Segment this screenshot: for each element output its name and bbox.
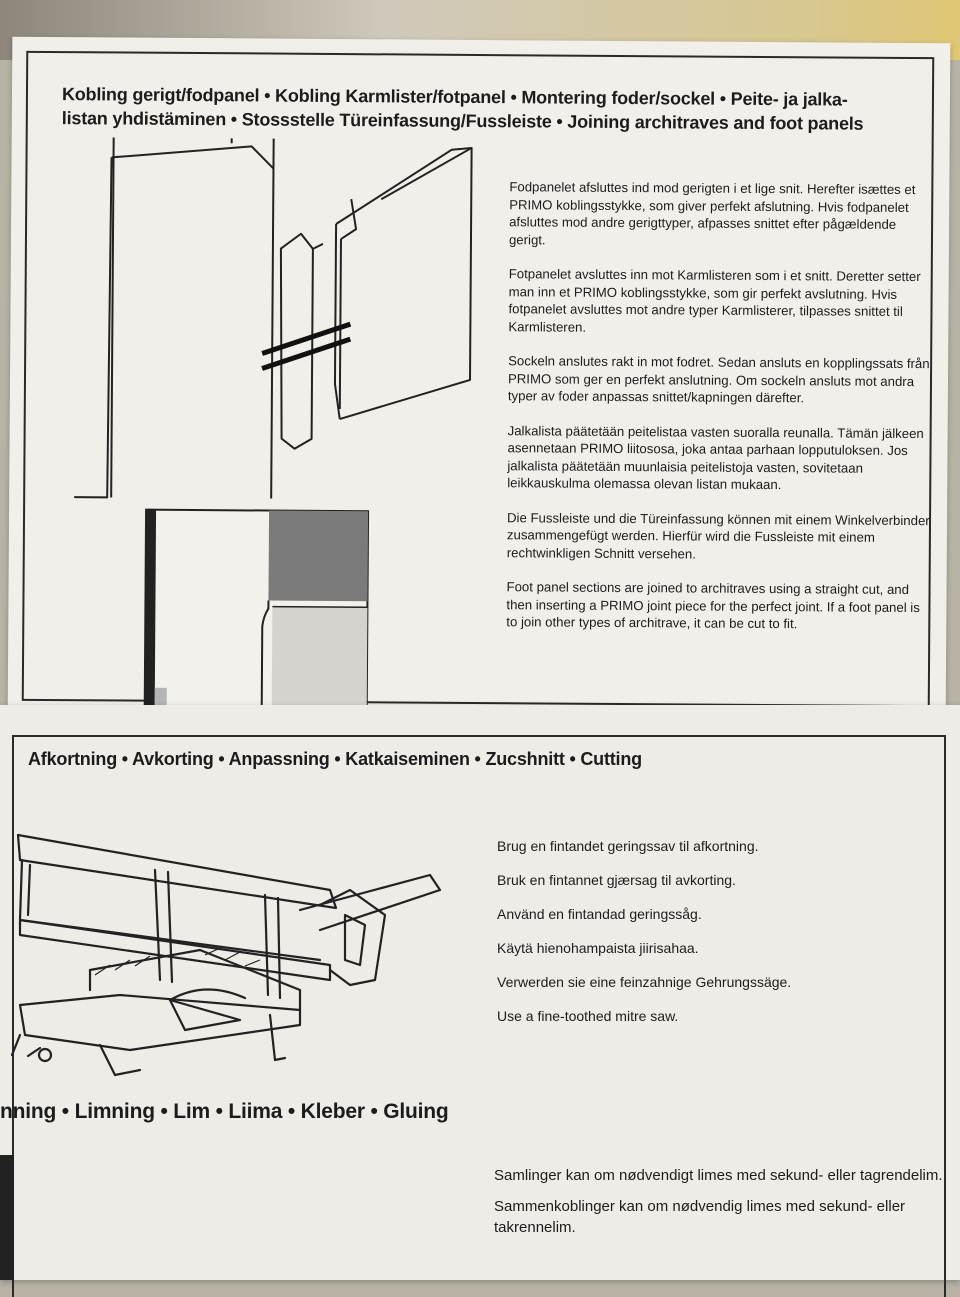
joining-heading-line-2: listan yhdistäminen • Stossstelle Türeinfassung/Fussleiste • Joining architraves and foot panels xyxy=(61,108,864,134)
cutting-heading: Afkortning • Avkorting • Anpassning • Katkaiseminen • Zucshnitt • Cutting xyxy=(28,749,642,769)
cutting-line-danish: Brug en fintandet geringssav til afkortning. xyxy=(497,838,759,854)
cutting-gluing-sheet xyxy=(0,705,960,1280)
gluing-line-danish: Samlinger kan om nødvendigt limes med sekund- eller tagrendelim. xyxy=(494,1167,943,1184)
joining-paragraph-german: Die Fussleiste und die Türeinfassung können mit einem Winkelverbinder zusammengefügt werden. Hierfür wird die Fussleiste mit einem rechtwinkligen Schnitt versehen. xyxy=(506,509,930,562)
joining-heading xyxy=(62,82,932,136)
gluing-line-norwegian: Sammenkoblinger kan om nødvendig limes med sekund- eller takrennelim. xyxy=(494,1198,906,1236)
joining-text-column xyxy=(506,178,934,650)
joining-paragraph-finnish: Jalkalista päätetään peitelistaa vasten suoralla reunalla. Tämän jälkeen asennetaan PRIMO liitososa, joka antaa parhaan lopputuloksen. Jos jalkalista päätetään muunlaisia peitelistoja vasten, sovitetaan leikkauskulma olemassa olevan listan mukaan. xyxy=(507,422,924,493)
joining-paragraph-norwegian: Fotpanelet avsluttes inn mot Karmlisteren som i et snitt. Deretter setter man inn et PRIMO koblingsstykke, som gir perfekt avslutning. Hvis fotpanelet avsluttes mot andre typer Karmlisterer, tilpasses snittet til Karmlisteren. xyxy=(508,266,921,335)
cutting-line-german: Verwerden sie eine feinzahnige Gehrungssäge. xyxy=(497,974,792,990)
joint-illustration xyxy=(47,137,491,740)
cutting-line-finnish: Käytä hienohampaista jiirisahaa. xyxy=(497,940,699,956)
joining-paragraph-english: Foot panel sections are joined to architraves using a straight cut, and then inserting a PRIMO joint piece for the perfect joint. If a foot panel is to join other types of architrave, it can be cut to fit. xyxy=(506,579,920,632)
mitre-saw-illustration xyxy=(0,820,460,1080)
joining-instruction-sheet xyxy=(8,37,951,724)
cutting-line-swedish: Använd en fintandad geringssåg. xyxy=(497,906,702,922)
gluing-illustration-edge xyxy=(0,1155,14,1280)
joining-paragraph-danish: Fodpanelet afsluttes ind mod gerigten i et lige snit. Herefter isættes et PRIMO koblingsstykke, som giver perfekt afslutning. Hvis fodpanelet afsluttes mod andre gerigttyper, afpasses snittet efter pågældende gerigt. xyxy=(508,179,916,247)
gluing-text-column xyxy=(494,1165,944,1248)
joining-heading-line-1: Kobling gerigt/fodpanel • Kobling Karmlister/fotpanel • Montering foder/sockel • Peite- ja jalka- xyxy=(61,84,848,110)
joining-paragraph-swedish: Sockeln anslutes rakt in mot fodret. Sedan ansluts en kopplingssats från PRIMO som ger en perfekt anslutning. Om sockeln ansluts mot andra typer av foder anpassas snittet/kapningen därefter. xyxy=(507,353,930,406)
cutting-text-column xyxy=(497,837,917,1041)
gluing-heading: nning • Limning • Lim • Liima • Kleber • Gluing xyxy=(0,1100,449,1123)
cutting-line-english: Use a fine-toothed mitre saw. xyxy=(497,1008,679,1024)
cutting-line-norwegian: Bruk en fintannet gjærsag til avkorting. xyxy=(497,872,736,888)
